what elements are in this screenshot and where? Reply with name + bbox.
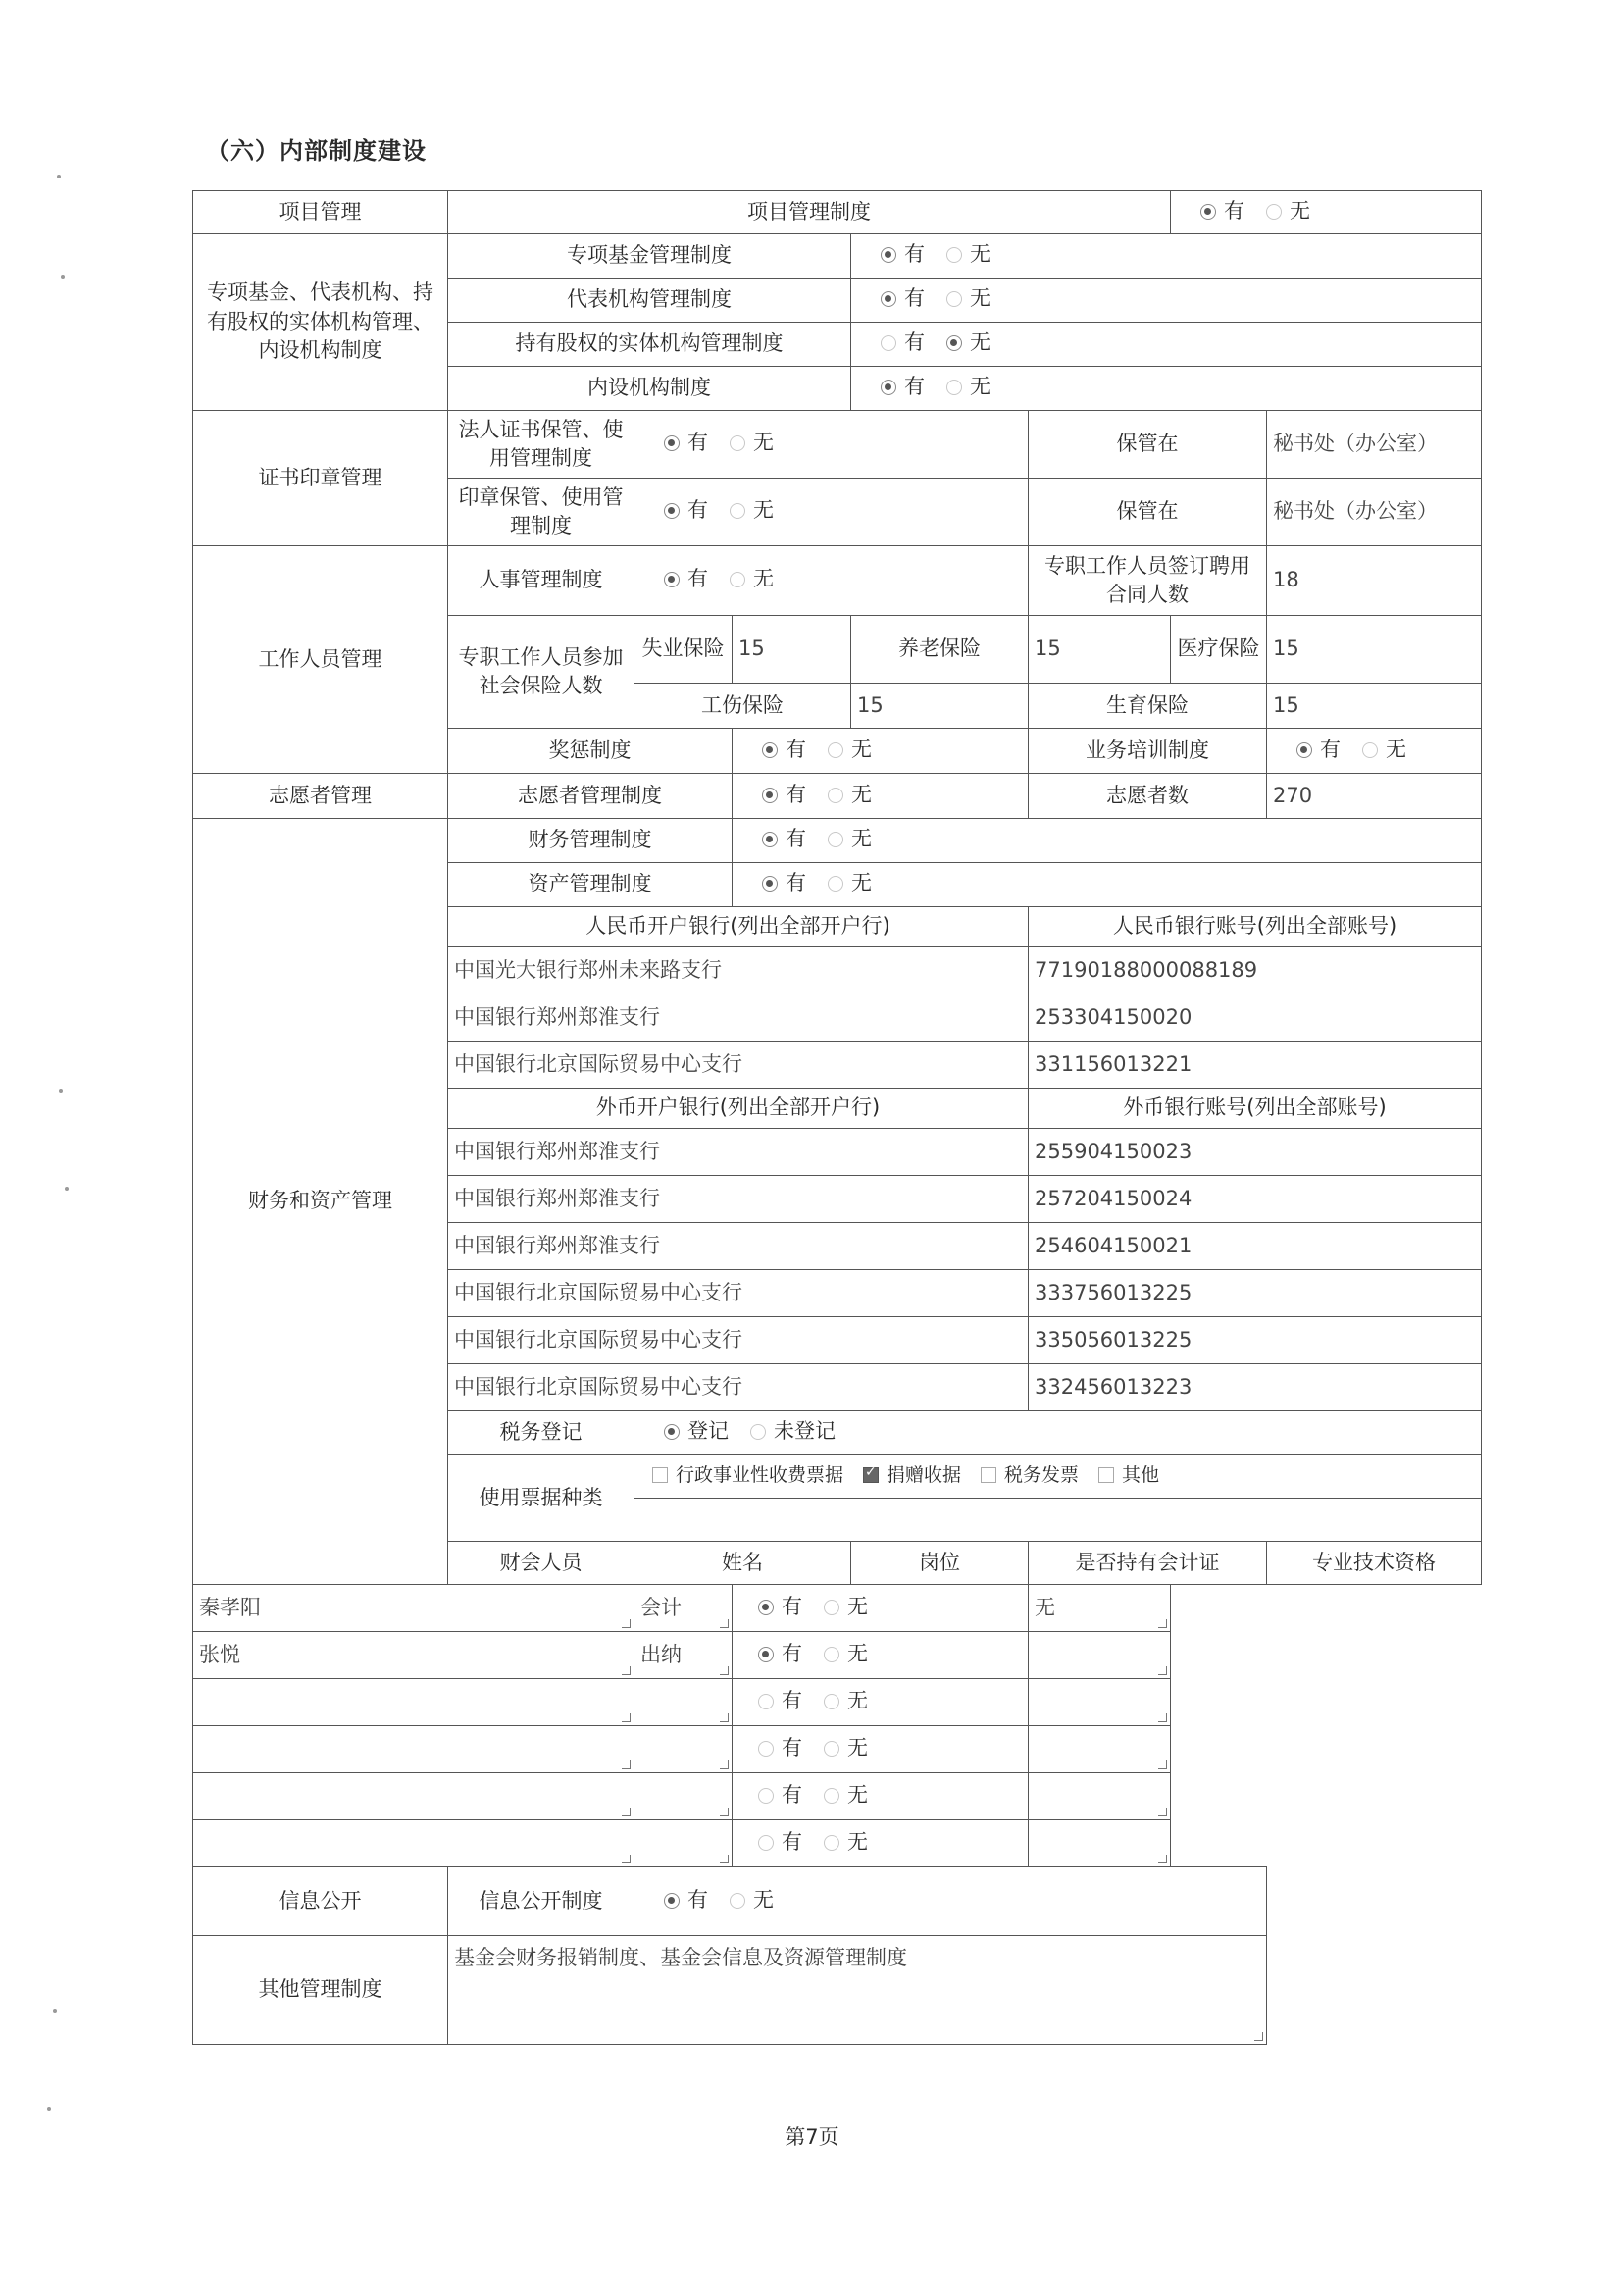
acc-name[interactable]: 张悦 (193, 1632, 634, 1679)
keeper-value[interactable]: 秘书处（办公室） (1267, 479, 1482, 546)
radio-icon[interactable] (664, 572, 680, 587)
disclosure-radio[interactable] (634, 1867, 1267, 1936)
radio-label: 有 (782, 1735, 802, 1759)
acc-name[interactable]: 秦孝阳 (193, 1585, 634, 1632)
checkbox-label: 其他 (1122, 1463, 1160, 1486)
radio-icon[interactable] (758, 1741, 774, 1757)
radio-option[interactable] (824, 1687, 868, 1715)
volunteer-radio[interactable] (733, 774, 1029, 819)
radio-label: 有 (904, 286, 925, 311)
radio-icon[interactable] (824, 1600, 839, 1615)
acc-name[interactable] (193, 1679, 634, 1726)
fin-label: 财务管理制度 (448, 819, 733, 863)
radio-label: 无 (851, 782, 872, 806)
special-item-radio[interactable] (851, 279, 1482, 323)
acc-post[interactable] (634, 1679, 733, 1726)
fx-account-cell[interactable]: 333756013225 (1029, 1270, 1482, 1317)
radio-icon[interactable] (946, 380, 962, 395)
volunteer-count-label: 志愿者数 (1029, 774, 1267, 819)
radio-label: 无 (847, 1594, 868, 1618)
radio-icon[interactable] (762, 788, 778, 803)
radio-icon[interactable] (828, 832, 843, 847)
special-header: 专项基金、代表机构、持有股权的实体机构管理、内设机构制度 (193, 234, 448, 411)
radio-option[interactable] (758, 1734, 802, 1762)
asset-label: 资产管理制度 (448, 863, 733, 907)
radio-option[interactable] (730, 565, 774, 593)
rmb-account-cell[interactable]: 77190188000088189 (1029, 947, 1482, 994)
acc-post[interactable]: 会计 (634, 1585, 733, 1632)
checkbox-icon[interactable] (1098, 1467, 1114, 1483)
radio-icon[interactable] (824, 1741, 839, 1757)
fx-account-cell[interactable]: 257204150024 (1029, 1176, 1482, 1223)
acc-post[interactable]: 出纳 (634, 1632, 733, 1679)
finance-header: 财务和资产管理 (193, 819, 448, 1585)
radio-option[interactable] (881, 284, 925, 313)
rmb-bank-cell[interactable]: 中国银行北京国际贸易中心支行 (448, 1042, 1029, 1089)
radio-option[interactable] (946, 329, 990, 357)
radio-label: 有 (782, 1688, 802, 1712)
radio-label: 登记 (687, 1419, 729, 1444)
radio-option[interactable] (1200, 197, 1244, 226)
scan-speck (53, 2009, 57, 2013)
radio-icon[interactable] (881, 335, 896, 351)
radio-icon[interactable] (1200, 204, 1216, 220)
radio-icon[interactable] (1266, 204, 1282, 220)
special-item-radio[interactable] (851, 367, 1482, 411)
disclosure-label: 信息公开 (193, 1867, 448, 1936)
checkbox-label: 捐赠收据 (887, 1463, 962, 1486)
fx-bank-header: 外币开户银行(列出全部开户行) (448, 1089, 1029, 1129)
radio-label: 无 (851, 737, 872, 761)
acc-qual[interactable]: 无 (1029, 1585, 1171, 1632)
rmb-account-header: 人民币银行账号(列出全部账号) (1029, 907, 1482, 947)
radio-option[interactable] (758, 1781, 802, 1810)
special-item-label: 内设机构制度 (448, 367, 851, 411)
special-item-radio[interactable] (851, 323, 1482, 367)
checkbox-icon[interactable] (981, 1467, 996, 1483)
radio-option[interactable] (750, 1417, 836, 1446)
radio-label: 无 (847, 1688, 868, 1712)
contract-label: 专职工作人员签订聘用合同人数 (1029, 546, 1267, 616)
checkbox-icon[interactable] (863, 1467, 879, 1483)
rmb-bank-header: 人民币开户银行(列出全部开户行) (448, 907, 1029, 947)
scan-speck (47, 2107, 51, 2111)
training-radio[interactable] (1267, 729, 1482, 774)
acc-cert-radio[interactable] (733, 1773, 1029, 1820)
radio-icon[interactable] (946, 291, 962, 307)
radio-label: 无 (970, 375, 990, 399)
fx-account-cell[interactable]: 332456013223 (1029, 1364, 1482, 1411)
radio-icon[interactable] (730, 503, 745, 519)
radio-label: 无 (1290, 198, 1311, 223)
seal-item-radio[interactable] (634, 411, 1029, 479)
receipt-checkbox[interactable] (652, 1462, 843, 1489)
radio-icon[interactable] (730, 572, 745, 587)
radio-option[interactable] (824, 1640, 868, 1668)
radio-label: 无 (753, 431, 774, 455)
injury-value[interactable]: 15 (851, 684, 1029, 729)
radio-label: 无 (753, 1887, 774, 1912)
receipt-extra-field[interactable] (634, 1499, 1482, 1542)
rmb-bank-cell[interactable]: 中国银行郑州郑淮支行 (448, 994, 1029, 1042)
radio-icon[interactable] (881, 247, 896, 263)
receipt-label: 使用票据种类 (448, 1455, 634, 1542)
tax-label: 税务登记 (448, 1411, 634, 1455)
scan-speck (65, 1187, 69, 1191)
radio-icon[interactable] (762, 832, 778, 847)
radio-label: 无 (847, 1641, 868, 1665)
fin-radio[interactable] (733, 819, 1482, 863)
radio-label: 无 (970, 331, 990, 355)
special-item-label: 专项基金管理制度 (448, 234, 851, 279)
acc-qual[interactable] (1029, 1632, 1171, 1679)
checkbox-label: 行政事业性收费票据 (676, 1463, 844, 1486)
radio-label: 无 (847, 1829, 868, 1854)
radio-option[interactable] (664, 1886, 708, 1914)
fx-account-cell[interactable]: 254604150021 (1029, 1223, 1482, 1270)
radio-icon[interactable] (664, 1893, 680, 1909)
training-label: 业务培训制度 (1029, 729, 1267, 774)
rmb-account-cell[interactable]: 331156013221 (1029, 1042, 1482, 1089)
radio-label: 有 (786, 871, 806, 895)
project-mgmt-label: 项目管理制度 (448, 191, 1171, 234)
scan-speck (61, 275, 65, 279)
radio-label: 有 (687, 498, 708, 523)
radio-icon[interactable] (828, 788, 843, 803)
radio-option[interactable] (946, 240, 990, 269)
radio-option[interactable] (824, 1593, 868, 1621)
radio-option[interactable] (1362, 736, 1406, 764)
radio-icon[interactable] (758, 1647, 774, 1662)
radio-icon[interactable] (1296, 742, 1312, 758)
radio-icon[interactable] (664, 1424, 680, 1440)
radio-icon[interactable] (730, 1893, 745, 1909)
fx-account-cell[interactable]: 255904150023 (1029, 1129, 1482, 1176)
radio-option[interactable] (881, 329, 925, 357)
radio-label: 有 (904, 331, 925, 355)
acc-cert-radio[interactable] (733, 1820, 1029, 1867)
fx-bank-cell[interactable]: 中国银行郑州郑淮支行 (448, 1176, 1029, 1223)
radio-option[interactable] (762, 781, 806, 809)
reward-radio[interactable] (733, 729, 1029, 774)
acc-header-post: 岗位 (851, 1542, 1029, 1585)
radio-label: 有 (782, 1829, 802, 1854)
radio-option[interactable] (828, 825, 872, 853)
radio-option[interactable] (762, 825, 806, 853)
radio-icon[interactable] (824, 1647, 839, 1662)
fx-account-cell[interactable]: 335056013225 (1029, 1317, 1482, 1364)
acc-name[interactable] (193, 1773, 634, 1820)
acc-cert-radio[interactable] (733, 1726, 1029, 1773)
radio-label: 有 (687, 1887, 708, 1912)
radio-label: 有 (782, 1594, 802, 1618)
acc-header-name: 姓名 (634, 1542, 851, 1585)
radio-label: 无 (970, 242, 990, 267)
acc-name[interactable] (193, 1726, 634, 1773)
volunteer-header: 志愿者管理 (193, 774, 448, 819)
medical-label: 医疗保险 (1171, 616, 1267, 684)
radio-option[interactable] (758, 1593, 802, 1621)
reward-label: 奖惩制度 (448, 729, 733, 774)
receipt-checkbox[interactable] (863, 1462, 961, 1489)
radio-label: 有 (782, 1782, 802, 1807)
radio-label: 无 (847, 1735, 868, 1759)
receipt-types (634, 1455, 1482, 1499)
acc-post[interactable] (634, 1726, 733, 1773)
special-item-label: 持有股权的实体机构管理制度 (448, 323, 851, 367)
radio-icon[interactable] (730, 435, 745, 451)
radio-label: 无 (753, 498, 774, 523)
acc-header-cert: 是否持有会计证 (1029, 1542, 1267, 1585)
page-number: 第7页 (785, 2125, 839, 2149)
radio-option[interactable] (730, 496, 774, 525)
pension-label: 养老保险 (851, 616, 1029, 684)
rmb-account-cell[interactable]: 253304150020 (1029, 994, 1482, 1042)
acc-post[interactable] (634, 1773, 733, 1820)
radio-icon[interactable] (824, 1788, 839, 1804)
radio-label: 有 (687, 567, 708, 591)
radio-option[interactable] (758, 1828, 802, 1857)
section-title: （六）内部制度建设 (206, 137, 427, 165)
tax-radio[interactable] (634, 1411, 1482, 1455)
volunteer-count-value[interactable]: 270 (1267, 774, 1482, 819)
scan-speck (57, 175, 61, 178)
acc-qual[interactable] (1029, 1820, 1171, 1867)
staff-header: 工作人员管理 (193, 546, 448, 774)
keeper-label: 保管在 (1029, 479, 1267, 546)
seal-header: 证书印章管理 (193, 411, 448, 546)
radio-option[interactable] (828, 781, 872, 809)
acc-qual[interactable] (1029, 1726, 1171, 1773)
radio-icon[interactable] (1362, 742, 1378, 758)
radio-label: 无 (1386, 737, 1407, 761)
radio-option[interactable] (758, 1640, 802, 1668)
seal-item-label: 法人证书保管、使用管理制度 (448, 411, 634, 479)
fx-bank-cell[interactable]: 中国银行郑州郑淮支行 (448, 1223, 1029, 1270)
radio-option[interactable] (828, 869, 872, 897)
radio-option[interactable] (758, 1687, 802, 1715)
acc-header-qual: 专业技术资格 (1267, 1542, 1482, 1585)
radio-icon[interactable] (758, 1600, 774, 1615)
seal-item-label: 印章保管、使用管理制度 (448, 479, 634, 546)
injury-label: 工伤保险 (634, 684, 851, 729)
radio-label: 未登记 (774, 1419, 836, 1444)
radio-icon[interactable] (758, 1788, 774, 1804)
radio-icon[interactable] (946, 247, 962, 263)
radio-label: 无 (847, 1782, 868, 1807)
medical-value[interactable]: 15 (1267, 616, 1482, 684)
radio-option[interactable] (824, 1781, 868, 1810)
radio-label: 有 (782, 1641, 802, 1665)
radio-option[interactable] (824, 1734, 868, 1762)
radio-label: 无 (753, 567, 774, 591)
radio-icon[interactable] (664, 503, 680, 519)
scan-speck (59, 1089, 63, 1093)
radio-icon[interactable] (758, 1694, 774, 1709)
acc-qual[interactable] (1029, 1679, 1171, 1726)
radio-label: 有 (786, 737, 806, 761)
radio-label: 有 (904, 242, 925, 267)
seal-item-radio[interactable] (634, 479, 1029, 546)
radio-option[interactable] (664, 429, 708, 457)
other-label: 其他管理制度 (193, 1936, 448, 2045)
radio-label: 无 (851, 871, 872, 895)
hr-label: 人事管理制度 (448, 546, 634, 616)
radio-icon[interactable] (828, 742, 843, 758)
disclosure-item-label: 信息公开制度 (448, 1867, 634, 1936)
receipt-checkbox[interactable] (981, 1462, 1079, 1489)
acc-post[interactable] (634, 1820, 733, 1867)
radio-option[interactable] (664, 565, 708, 593)
maternity-value[interactable]: 15 (1267, 684, 1482, 729)
special-item-radio[interactable] (851, 234, 1482, 279)
internal-system-table (192, 190, 1482, 2045)
radio-option[interactable] (1296, 736, 1341, 764)
radio-icon[interactable] (762, 742, 778, 758)
radio-icon[interactable] (881, 380, 896, 395)
radio-option[interactable] (1266, 197, 1310, 226)
radio-icon[interactable] (946, 335, 962, 351)
fx-bank-cell[interactable]: 中国银行北京国际贸易中心支行 (448, 1270, 1029, 1317)
radio-option[interactable] (946, 284, 990, 313)
radio-option[interactable] (762, 736, 806, 764)
acc-name[interactable] (193, 1820, 634, 1867)
contract-value[interactable]: 18 (1267, 546, 1482, 616)
keeper-label: 保管在 (1029, 411, 1267, 479)
radio-option[interactable] (828, 736, 872, 764)
hr-radio[interactable] (634, 546, 1029, 616)
radio-label: 有 (786, 782, 806, 806)
acc-cert-radio[interactable] (733, 1632, 1029, 1679)
radio-option[interactable] (762, 869, 806, 897)
radio-option[interactable] (946, 373, 990, 401)
fx-account-header: 外币银行账号(列出全部账号) (1029, 1089, 1482, 1129)
other-value[interactable]: 基金会财务报销制度、基金会信息及资源管理制度 (448, 1936, 1267, 2045)
radio-icon[interactable] (824, 1694, 839, 1709)
radio-icon[interactable] (750, 1424, 766, 1440)
radio-label: 无 (970, 286, 990, 311)
volunteer-label: 志愿者管理制度 (448, 774, 733, 819)
radio-icon[interactable] (881, 291, 896, 307)
radio-option[interactable] (730, 1886, 774, 1914)
checkbox-icon[interactable] (652, 1467, 668, 1483)
acc-cert-radio[interactable] (733, 1679, 1029, 1726)
project-mgmt-radio[interactable] (1171, 191, 1482, 234)
radio-icon[interactable] (762, 876, 778, 892)
radio-option[interactable] (730, 429, 774, 457)
radio-option[interactable] (664, 496, 708, 525)
radio-label: 有 (687, 431, 708, 455)
radio-label: 有 (1224, 198, 1245, 223)
fx-bank-cell[interactable]: 中国银行郑州郑淮支行 (448, 1129, 1029, 1176)
acc-qual[interactable] (1029, 1773, 1171, 1820)
unemployment-label: 失业保险 (634, 616, 733, 684)
asset-radio[interactable] (733, 863, 1482, 907)
radio-icon[interactable] (758, 1835, 774, 1851)
radio-option[interactable] (824, 1828, 868, 1857)
radio-option[interactable] (664, 1417, 729, 1446)
checkbox-label: 税务发票 (1004, 1463, 1080, 1486)
radio-option[interactable] (881, 240, 925, 269)
receipt-checkbox[interactable] (1098, 1462, 1159, 1489)
fx-bank-cell[interactable]: 中国银行北京国际贸易中心支行 (448, 1364, 1029, 1411)
special-item-label: 代表机构管理制度 (448, 279, 851, 323)
acc-cert-radio[interactable] (733, 1585, 1029, 1632)
radio-label: 无 (851, 827, 872, 851)
pension-value[interactable]: 15 (1029, 616, 1171, 684)
maternity-label: 生育保险 (1029, 684, 1267, 729)
radio-label: 有 (786, 827, 806, 851)
unemployment-value[interactable]: 15 (733, 616, 851, 684)
radio-icon[interactable] (828, 876, 843, 892)
project-mgmt-header: 项目管理 (193, 191, 448, 234)
insurance-label: 专职工作人员参加社会保险人数 (448, 616, 634, 729)
fx-bank-cell[interactable]: 中国银行北京国际贸易中心支行 (448, 1317, 1029, 1364)
radio-icon[interactable] (824, 1835, 839, 1851)
radio-icon[interactable] (664, 435, 680, 451)
radio-label: 有 (904, 375, 925, 399)
radio-option[interactable] (881, 373, 925, 401)
radio-label: 有 (1320, 737, 1342, 761)
keeper-value[interactable]: 秘书处（办公室） (1267, 411, 1482, 479)
rmb-bank-cell[interactable]: 中国光大银行郑州未来路支行 (448, 947, 1029, 994)
accountant-label: 财会人员 (448, 1542, 634, 1585)
